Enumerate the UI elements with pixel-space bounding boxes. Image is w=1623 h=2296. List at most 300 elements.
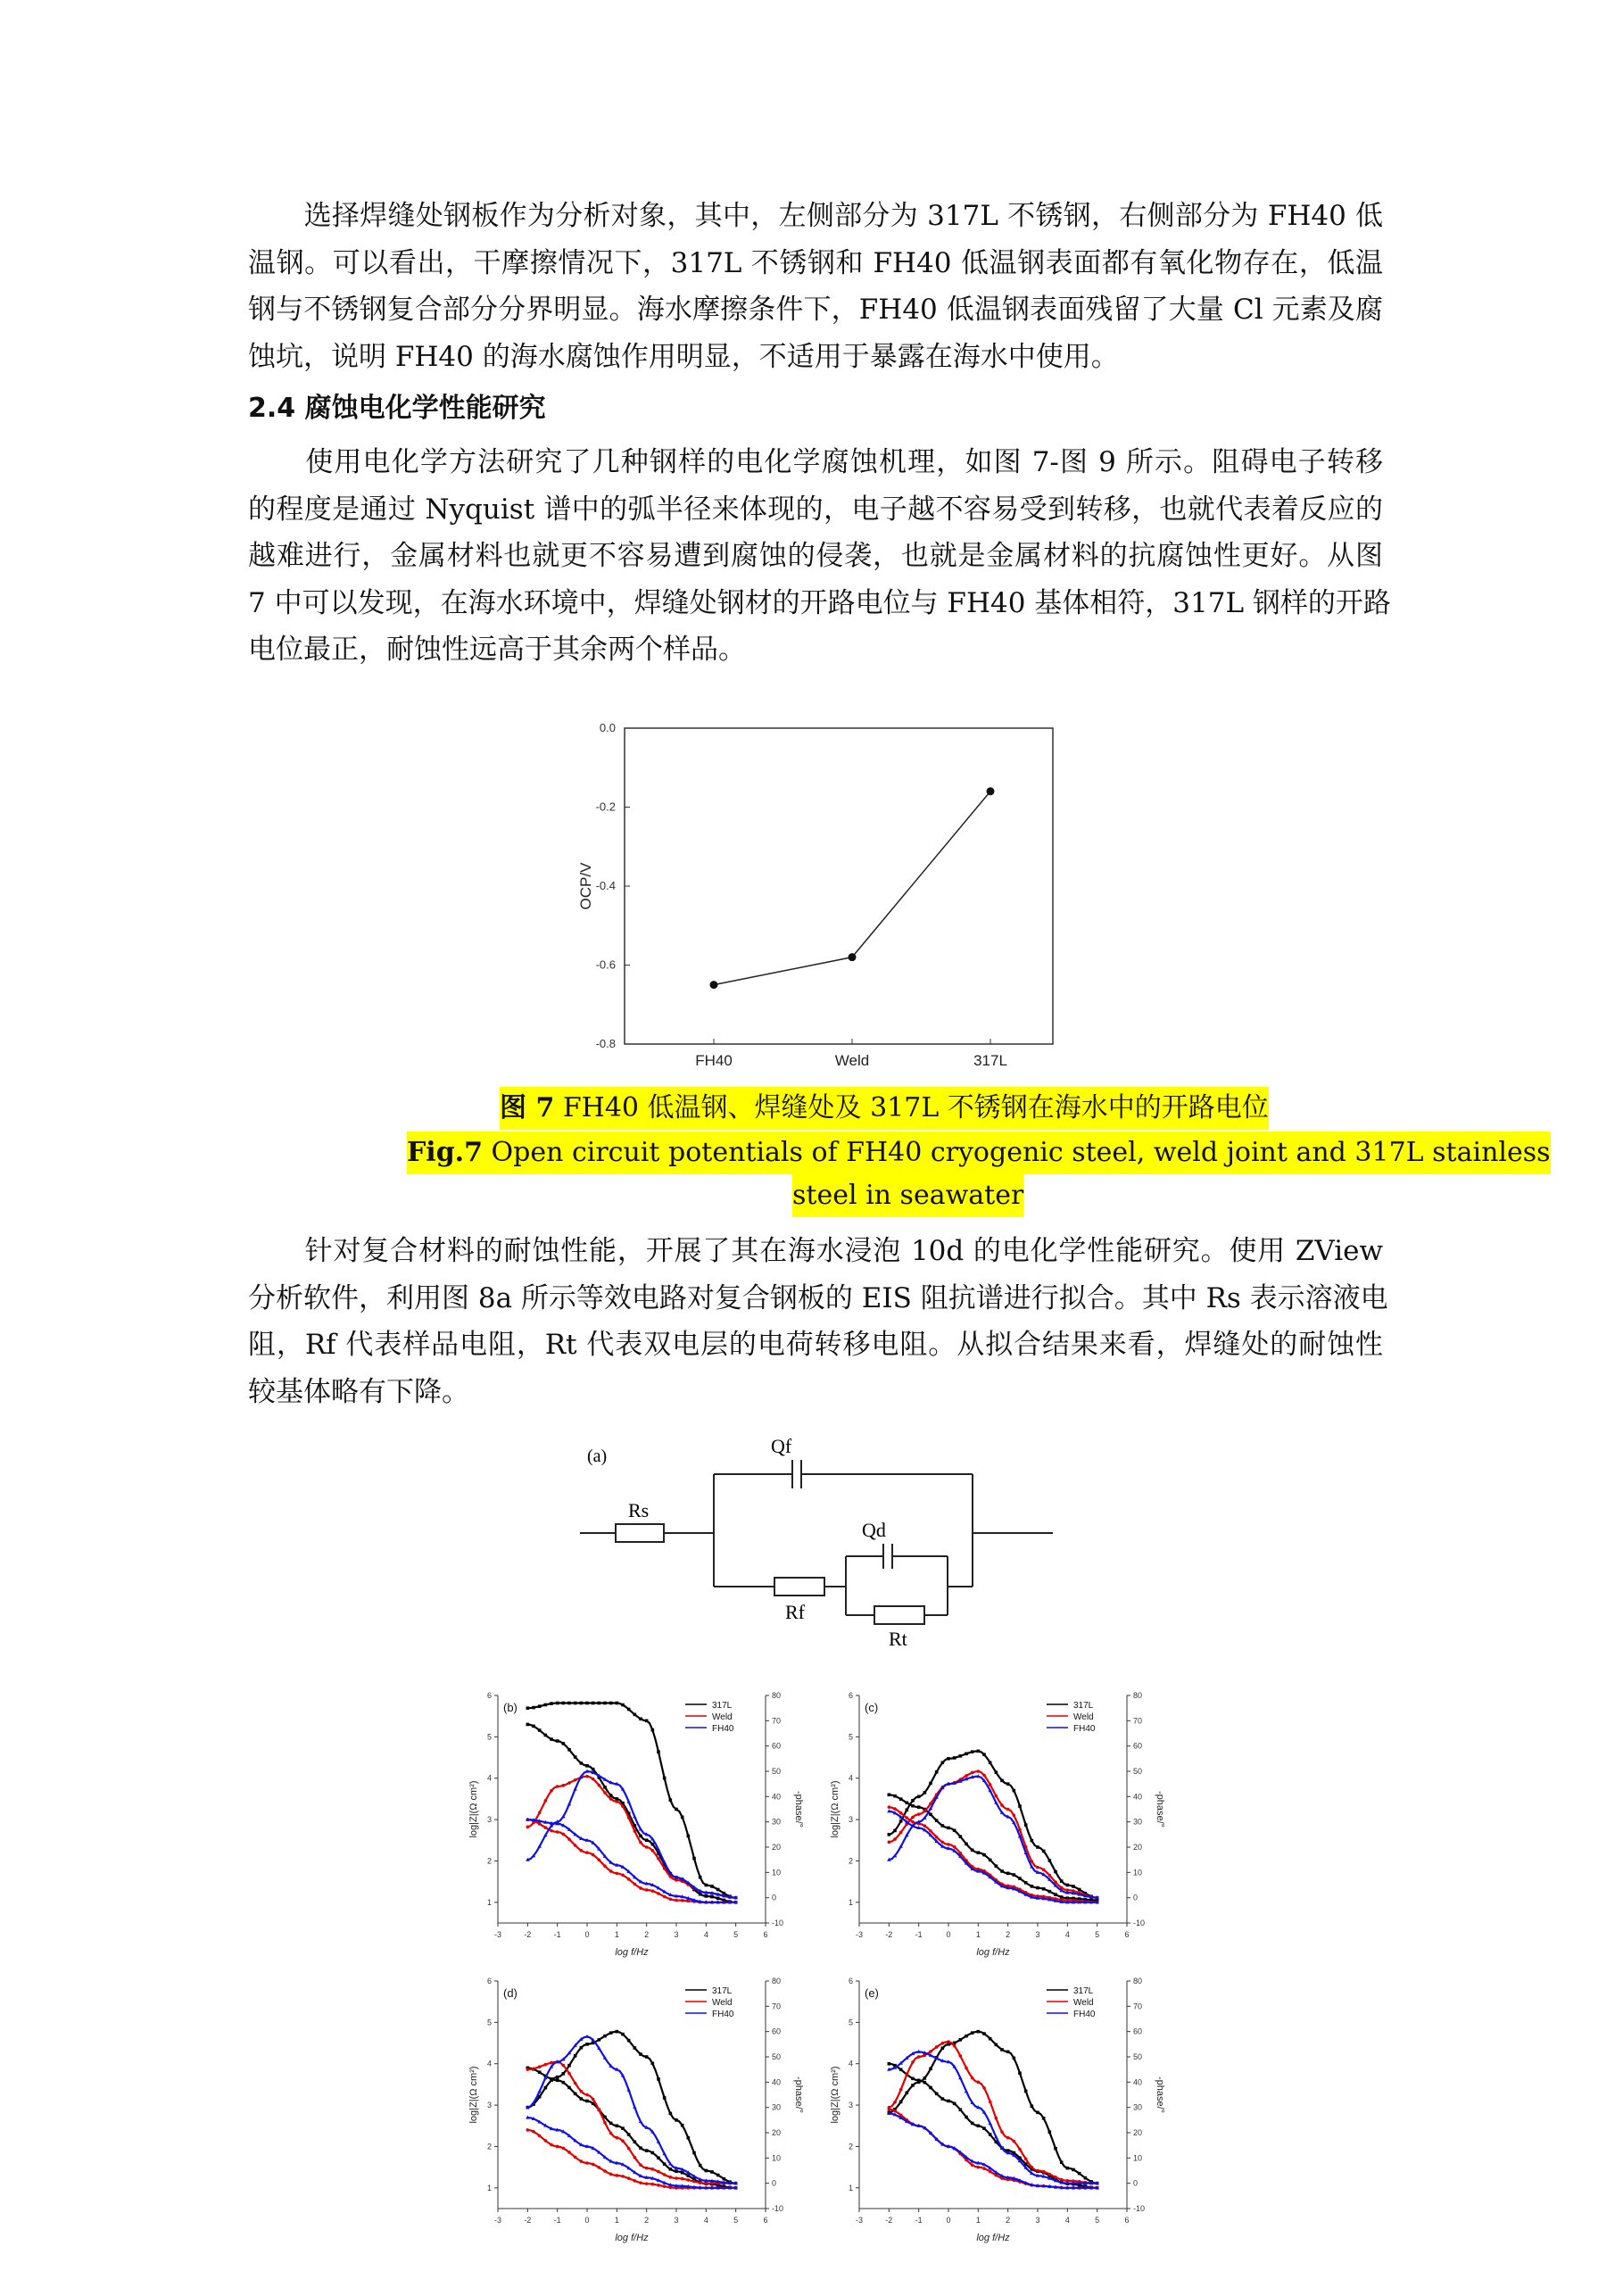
data-point <box>977 1750 981 1753</box>
label-rf: Rf <box>785 1601 805 1623</box>
y-tick-label: 3 <box>486 2101 492 2110</box>
data-point <box>621 1873 625 1877</box>
data-point <box>1031 1839 1034 1843</box>
data-point <box>675 2176 678 2180</box>
data-point <box>687 1900 691 1903</box>
y2-tick-label: 70 <box>1133 1716 1143 1726</box>
data-point <box>651 1849 655 1853</box>
data-point <box>639 1717 642 1720</box>
data-point <box>609 2122 613 2126</box>
series-modulus-line <box>889 2110 1097 2188</box>
data-point <box>1006 2051 1010 2054</box>
data-point <box>971 2163 974 2167</box>
y2-tick-label: 30 <box>1133 1817 1143 1827</box>
data-point <box>657 2170 660 2174</box>
y-tick-label: 5 <box>848 1732 853 1742</box>
legend-label: 317L <box>712 1986 733 1996</box>
data-point <box>982 2086 986 2090</box>
x-tick-label: 2 <box>644 2216 650 2225</box>
y-axis-label: log|Z|(Ω cm²) <box>830 2066 840 2124</box>
data-point <box>598 1859 601 1862</box>
data-point <box>609 1869 613 1873</box>
y2-tick-label: -10 <box>772 1919 784 1927</box>
data-point <box>923 1824 927 1828</box>
panel-label: (b) <box>503 1701 518 1714</box>
data-point <box>941 1761 945 1764</box>
data-point <box>585 2093 589 2097</box>
y-tick-label: 2 <box>848 1856 853 1866</box>
data-point <box>1054 2147 1057 2151</box>
y-tick-label: -0.2 <box>595 800 616 814</box>
y-tick-label: 1 <box>486 1897 492 1907</box>
data-point <box>899 1831 903 1835</box>
data-point <box>574 2082 577 2085</box>
y2-tick-label: 50 <box>772 2052 782 2061</box>
x-tick-label: 4 <box>703 2216 708 2225</box>
data-point <box>657 1892 660 1895</box>
data-point <box>556 1830 559 1834</box>
data-point <box>710 1885 714 1888</box>
data-point <box>592 1702 595 1705</box>
data-point <box>1060 1879 1064 1883</box>
figure-label: Fig.7 <box>407 1137 483 1168</box>
data-point <box>977 2166 981 2169</box>
data-point <box>716 1888 720 1892</box>
y2-tick-label: 60 <box>1133 2027 1143 2036</box>
x-tick-label: 0 <box>584 2216 590 2225</box>
data-point <box>906 1801 909 1804</box>
x-tick-label: 2 <box>1006 1930 1011 1939</box>
data-point <box>692 2180 696 2184</box>
data-point <box>710 981 718 989</box>
data-point <box>663 1777 667 1780</box>
y-tick-label: -0.6 <box>595 957 616 972</box>
data-point <box>935 1770 939 1774</box>
data-point <box>621 2139 625 2143</box>
data-point <box>603 2121 607 2125</box>
data-point <box>633 2140 637 2143</box>
data-point <box>977 2030 981 2034</box>
data-point <box>1084 2176 1088 2180</box>
data-point <box>1060 2160 1064 2164</box>
y2-tick-label: 50 <box>1133 1767 1143 1776</box>
data-point <box>598 2038 601 2042</box>
data-point <box>532 1725 535 1728</box>
y-tick-label: 0.0 <box>599 721 616 734</box>
data-point <box>699 1893 702 1896</box>
data-point <box>651 1843 655 1846</box>
data-point <box>562 1702 566 1705</box>
y-tick-label: 1 <box>848 1897 853 1907</box>
y-tick-label: 4 <box>486 1773 492 1783</box>
x-tick-label: 0 <box>946 1930 951 1939</box>
data-point <box>603 1864 607 1868</box>
resistor-rt <box>874 1606 924 1624</box>
data-point <box>598 2166 601 2169</box>
data-point <box>598 1702 601 1705</box>
data-point <box>651 2168 655 2171</box>
figure-8c-bode-plot <box>825 1687 1169 1968</box>
y2-tick-label: 70 <box>772 1716 782 1726</box>
x-tick-label: FH40 <box>695 1052 733 1069</box>
legend-label: FH40 <box>712 2010 734 2019</box>
data-point <box>699 2164 702 2168</box>
data-point <box>888 1833 891 1836</box>
data-point <box>929 2086 932 2090</box>
y-tick-label: 1 <box>486 2183 492 2192</box>
data-point <box>526 1706 530 1710</box>
data-point <box>923 2076 927 2080</box>
data-point <box>556 1785 559 1788</box>
data-point <box>627 1708 631 1712</box>
x-tick-label: 1 <box>614 2216 619 2225</box>
data-point <box>562 2147 566 2151</box>
data-point <box>995 1795 998 1798</box>
data-point <box>592 1768 595 1771</box>
x-tick-label: -1 <box>915 1930 923 1939</box>
data-point <box>532 1706 535 1710</box>
y2-tick-label: -10 <box>1133 2204 1146 2213</box>
y2-tick-label: 80 <box>772 1691 782 1700</box>
data-point <box>959 2054 963 2058</box>
x-tick-label: 6 <box>763 2216 768 2225</box>
data-point <box>692 2151 696 2155</box>
data-point <box>953 1845 956 1849</box>
data-point <box>977 2124 981 2127</box>
data-point <box>556 2076 559 2079</box>
data-point <box>681 2177 684 2181</box>
data-point <box>556 2145 559 2149</box>
data-point <box>1000 2048 1004 2051</box>
label-qd: Qd <box>862 1519 886 1541</box>
data-point <box>562 2072 566 2076</box>
data-point <box>687 2136 691 2140</box>
y-tick-label: 3 <box>486 1815 492 1825</box>
y2-tick-label: 30 <box>1133 2102 1143 2112</box>
data-point <box>556 1702 559 1705</box>
x-tick-label: -2 <box>524 2216 532 2225</box>
data-point <box>917 1805 921 1809</box>
figure-7-caption-cn <box>500 1087 1269 1130</box>
y2-tick-label: 80 <box>1133 1977 1143 1985</box>
data-point <box>669 2112 673 2116</box>
legend-label: FH40 <box>1073 1724 1096 1734</box>
data-point <box>1000 1869 1004 1873</box>
data-point <box>616 2030 619 2034</box>
data-point <box>550 1702 553 1705</box>
data-point <box>580 2046 584 2050</box>
data-point <box>681 2171 684 2175</box>
label-rt: Rt <box>889 1628 907 1650</box>
data-point <box>982 1753 986 1756</box>
text-line: 温钢。可以看出，干摩擦情况下，317L 不锈钢和 FH40 低温钢表面都有氧化物存在，低温 <box>248 246 1383 279</box>
y2-tick-label: 60 <box>772 1741 782 1751</box>
data-point <box>982 1853 986 1857</box>
data-point <box>906 1816 909 1819</box>
data-point <box>657 2184 660 2187</box>
data-point <box>899 2088 903 2092</box>
data-point <box>627 1816 631 1819</box>
y2-tick-label: 60 <box>1133 1741 1143 1751</box>
data-point <box>941 2046 945 2050</box>
y2-axis-label: -phase/° <box>1155 2076 1165 2114</box>
figure-label: 图 7 <box>500 1092 555 1123</box>
data-point <box>1072 2168 1075 2172</box>
data-point <box>562 1833 566 1836</box>
data-point <box>550 2143 553 2147</box>
data-point <box>1018 1877 1022 1880</box>
data-point <box>1006 1872 1010 1876</box>
data-point <box>1054 1893 1057 1896</box>
data-point <box>982 2032 986 2035</box>
data-point <box>580 2159 584 2163</box>
data-point <box>929 1813 932 1817</box>
data-point <box>550 1829 553 1833</box>
data-point <box>893 2101 897 2104</box>
data-point <box>1036 2111 1039 2115</box>
data-point <box>723 2177 726 2181</box>
data-point <box>947 1827 950 1830</box>
data-point <box>598 1784 601 1787</box>
data-point <box>899 2068 903 2071</box>
data-point <box>911 2077 915 2081</box>
data-point <box>917 2081 921 2085</box>
data-point <box>627 2176 631 2180</box>
y2-tick-label: 30 <box>772 1817 782 1827</box>
y-axis-label: log|Z|(Ω cm²) <box>830 1780 840 1838</box>
x-tick-label: -1 <box>553 1930 561 1939</box>
data-point <box>953 1828 956 1832</box>
data-point <box>645 1845 649 1849</box>
data-point <box>947 1843 950 1846</box>
legend-label: Weld <box>712 1712 733 1722</box>
data-point <box>526 2068 530 2071</box>
data-point <box>710 2170 714 2174</box>
y-tick-label: 2 <box>486 1856 492 1866</box>
y2-tick-label: 40 <box>1133 2077 1143 2087</box>
data-point <box>1013 1789 1016 1793</box>
data-point <box>585 1775 589 1778</box>
data-point <box>1042 1850 1046 1853</box>
data-point <box>687 2178 691 2182</box>
series-phase-line <box>889 2051 1097 2183</box>
y-tick-label: 1 <box>848 2183 853 2192</box>
text-line: 7 中可以发现，在海水环境中，焊缝处钢材的开路电位与 FH40 基体相符，317L 钢样的开路 <box>248 586 1391 619</box>
y-tick-label: -0.8 <box>595 1037 616 1050</box>
x-tick-label: Weld <box>834 1052 870 1069</box>
y-tick-label: 6 <box>848 1977 853 1985</box>
data-point <box>941 2042 945 2045</box>
data-point <box>580 1702 584 1705</box>
y-tick-label: 2 <box>486 2142 492 2151</box>
data-point <box>1048 2130 1052 2134</box>
data-point <box>929 1829 932 1833</box>
x-tick-label: 4 <box>1064 2216 1070 2225</box>
data-point <box>987 787 995 795</box>
y2-tick-label: 80 <box>772 1977 782 1985</box>
panel-label: (d) <box>503 1986 518 2000</box>
data-point <box>995 1770 998 1774</box>
data-point <box>965 2035 968 2038</box>
data-point <box>716 2174 720 2177</box>
data-point <box>621 1805 625 1809</box>
data-point <box>574 1702 577 1705</box>
data-point <box>538 1728 542 1732</box>
data-point <box>651 2151 655 2155</box>
label-qf: Qf <box>771 1435 792 1457</box>
data-point <box>645 2167 649 2170</box>
data-point <box>675 2118 678 2122</box>
data-point <box>1042 2170 1046 2174</box>
x-tick-label: -2 <box>885 1930 893 1939</box>
data-point <box>585 2100 589 2103</box>
data-point <box>645 2182 649 2185</box>
series-modulus-line <box>889 2113 1097 2187</box>
data-point <box>574 2054 577 2058</box>
data-point <box>995 2043 998 2047</box>
y2-tick-label: 40 <box>772 2077 782 2087</box>
data-point <box>1031 1885 1034 1888</box>
data-point <box>995 2117 998 2120</box>
y2-tick-label: 10 <box>1133 2153 1143 2163</box>
data-point <box>592 2098 595 2101</box>
data-point <box>675 2169 678 2173</box>
data-point <box>663 2096 667 2100</box>
caption-text: FH40 低温钢、焊缝处及 317L 不锈钢在海水中的开路电位 <box>554 1092 1269 1123</box>
text-line: 使用电化学方法研究了几种钢样的电化学腐蚀机理，如图 7-图 9 所示。阻碍电子转移 <box>248 446 1383 478</box>
data-point <box>911 2060 915 2064</box>
data-point <box>609 1702 613 1705</box>
x-tick-label: 6 <box>1124 2216 1130 2225</box>
data-point <box>616 2136 619 2140</box>
data-point <box>965 2116 968 2119</box>
resistor-rs <box>616 1524 664 1542</box>
data-point <box>609 2173 613 2176</box>
data-point <box>627 2039 631 2043</box>
y-tick-label: 6 <box>848 1691 853 1700</box>
data-point <box>657 2156 660 2159</box>
y-tick-label: 3 <box>848 2101 853 2110</box>
data-point <box>627 1877 631 1881</box>
data-point <box>849 953 857 961</box>
data-point <box>567 1748 571 1752</box>
data-point <box>692 1857 696 1861</box>
x-tick-label: 2 <box>644 1930 650 1939</box>
data-point <box>609 2031 613 2035</box>
data-point <box>947 2040 950 2043</box>
data-point <box>550 1789 553 1793</box>
legend-label: Weld <box>1073 1998 1094 2008</box>
data-point <box>941 1824 945 1828</box>
data-point <box>1048 2173 1052 2176</box>
y-tick-label: 6 <box>486 1691 492 1700</box>
data-point <box>893 2110 897 2113</box>
data-point <box>580 2090 584 2093</box>
text-line: 针对复合材料的耐蚀性能，开展了其在海水浸泡 10d 的电化学性能研究。使用 ZView <box>248 1235 1383 1267</box>
x-tick-label: 3 <box>674 2216 679 2225</box>
data-point <box>1072 1885 1075 1888</box>
data-point <box>1006 1782 1010 1786</box>
data-point <box>651 2062 655 2066</box>
data-point <box>911 1820 915 1824</box>
data-point <box>627 2147 631 2151</box>
data-point <box>899 2101 903 2104</box>
paragraph-2 <box>248 439 1391 674</box>
text-line: 阻，Rf 代表样品电阻，Rt 代表双电层的电荷转移电阻。从拟合结果来看，焊缝处的耐蚀性 <box>248 1329 1383 1361</box>
data-point <box>1000 1779 1004 1783</box>
data-point <box>1054 2176 1057 2179</box>
data-point <box>888 1793 891 1796</box>
data-point <box>941 1841 945 1844</box>
data-point <box>1078 2172 1081 2176</box>
data-point <box>906 2073 909 2076</box>
data-point <box>965 1753 968 1756</box>
x-tick-label: -3 <box>855 1930 864 1939</box>
data-point <box>669 2168 673 2171</box>
data-point <box>663 1895 667 1899</box>
x-tick-label: 317L <box>973 1052 1007 1069</box>
data-point <box>917 2055 921 2059</box>
data-point <box>899 1811 903 1815</box>
data-point <box>663 2184 667 2188</box>
figure-8d-bode-plot <box>464 1972 807 2253</box>
data-point <box>526 2128 530 2132</box>
data-point <box>1018 1804 1022 1808</box>
data-point <box>989 2100 992 2103</box>
y2-axis-label: -phase/° <box>1155 1790 1165 1828</box>
data-point <box>1024 1823 1028 1827</box>
data-point <box>645 1838 649 1842</box>
figure-7-ocp-chart <box>571 714 1071 1089</box>
data-point <box>710 1895 714 1899</box>
data-point <box>621 2126 625 2130</box>
data-point <box>899 1819 903 1823</box>
data-point <box>923 2081 927 2085</box>
figure-8a-equivalent-circuit <box>571 1428 1071 1660</box>
caption-text: Open circuit potentials of FH40 cryogenic steel, weld joint and 317L stainless <box>483 1137 1551 1168</box>
data-point <box>989 2133 992 2136</box>
data-point <box>899 1797 903 1801</box>
data-point <box>639 2146 642 2150</box>
data-point <box>633 1883 637 1886</box>
data-point <box>526 1723 530 1727</box>
data-point <box>1031 2166 1034 2169</box>
panel-label: (a) <box>587 1446 608 1466</box>
x-tick-label: 4 <box>703 1930 708 1939</box>
data-point <box>645 1888 649 1892</box>
y-tick-label: 5 <box>848 2018 853 2027</box>
data-point <box>651 2183 655 2186</box>
data-point <box>989 2037 992 2041</box>
data-point <box>592 1778 595 1781</box>
y2-tick-label: 10 <box>772 1868 782 1877</box>
data-point <box>1024 1881 1028 1885</box>
y2-tick-label: 70 <box>1133 2002 1143 2011</box>
data-point <box>657 1857 660 1861</box>
y-tick-label: 4 <box>848 2059 853 2068</box>
legend-label: Weld <box>712 1998 733 2008</box>
data-point <box>971 2076 974 2080</box>
x-axis-label: log f/Hz <box>976 1947 1010 1958</box>
y-tick-label: 5 <box>486 1732 492 1742</box>
paragraph-3 <box>248 1228 1388 1415</box>
data-point <box>681 1816 684 1819</box>
data-point <box>639 1835 642 1838</box>
data-point <box>705 2169 708 2173</box>
data-point <box>603 1702 607 1705</box>
legend-label: FH40 <box>1073 2010 1096 2019</box>
data-point <box>574 1778 577 1782</box>
